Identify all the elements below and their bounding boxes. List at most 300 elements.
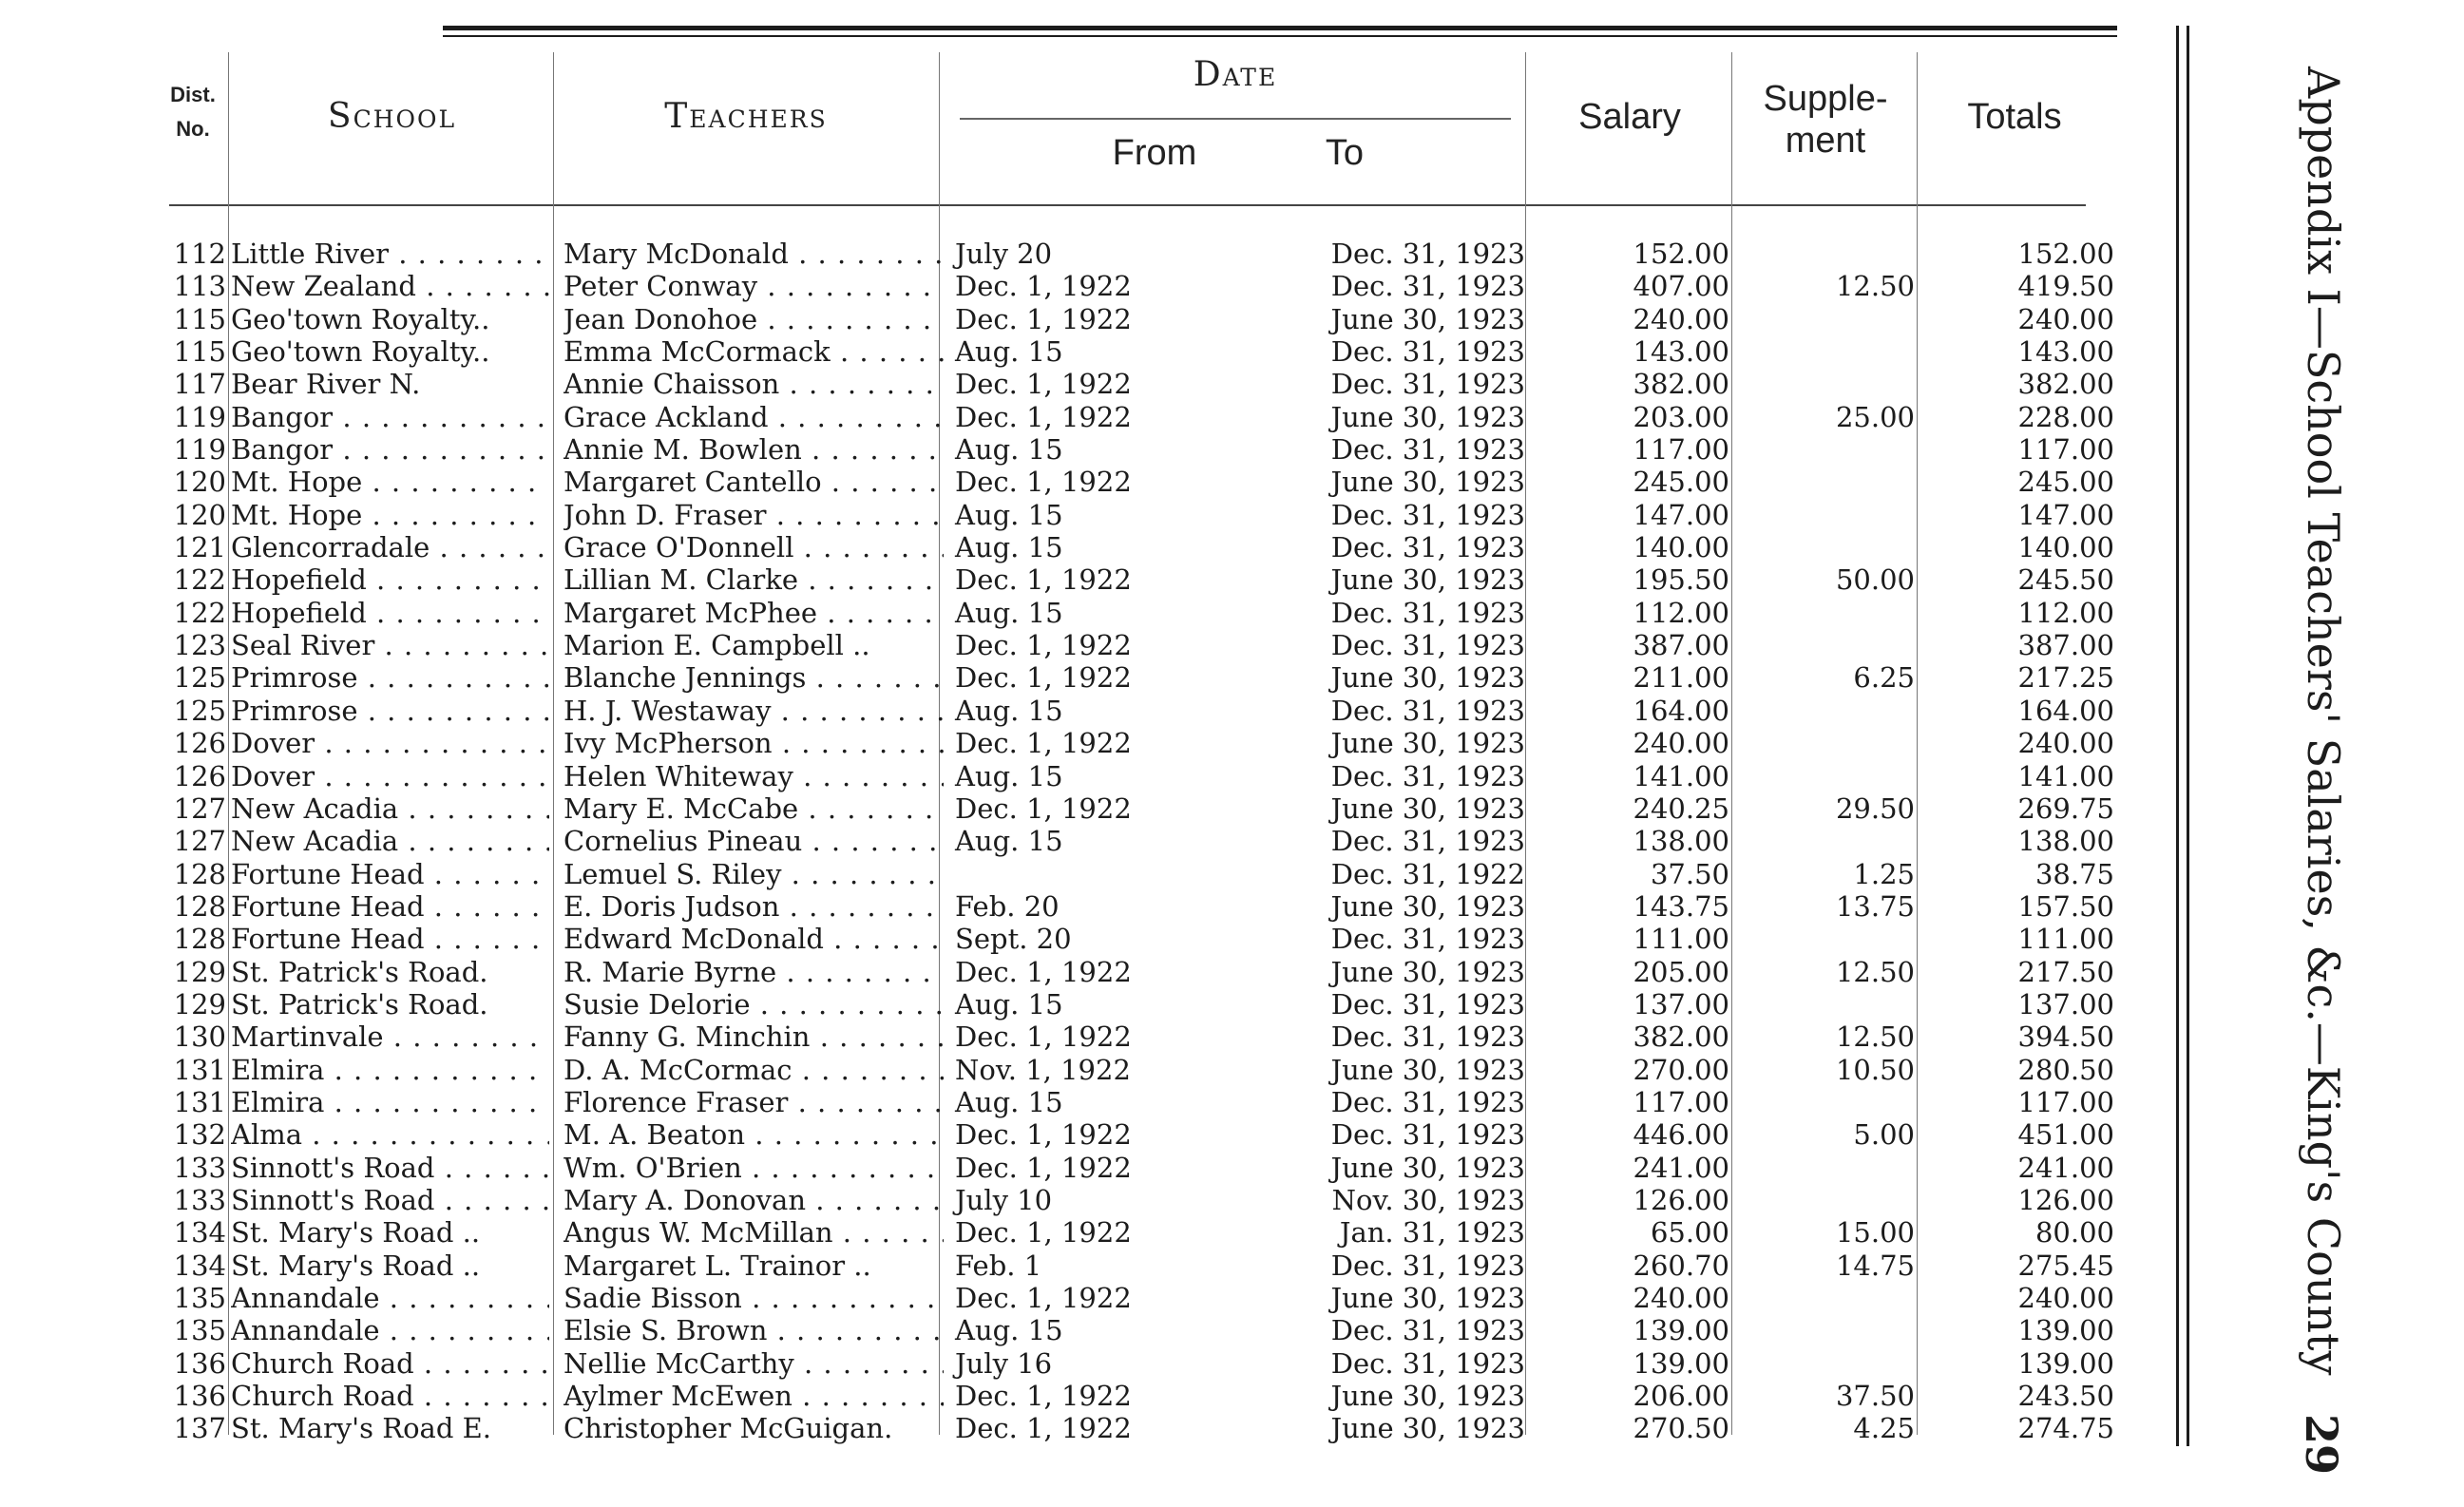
teacher-cell: Annie Chaisson . . .: [563, 368, 944, 400]
school-cell: Church Road . . .: [231, 1347, 549, 1380]
date-from-cell: Aug. 15: [955, 1085, 1063, 1118]
total-cell: 217.25: [2017, 661, 2114, 695]
supplement-cell: 4.25: [1853, 1412, 1915, 1445]
date-to-cell: Dec. 31, 1923: [1330, 759, 1525, 792]
teacher-cell: Aylmer McEwen . . .: [563, 1380, 944, 1412]
salary-cell: 112.00: [1633, 596, 1729, 629]
total-cell: 269.75: [2017, 792, 2114, 825]
date-subheader-rule: [960, 118, 1511, 120]
teacher-cell: Peter Conway . . .: [563, 270, 944, 302]
teacher-cell: Sadie Bisson . . .: [563, 1282, 944, 1314]
teacher-cell: Mary A. Donovan . . .: [563, 1184, 944, 1216]
school-cell: Elmira . . .: [231, 1086, 549, 1118]
total-cell: 139.00: [2017, 1346, 2114, 1380]
header-date: Date: [1193, 55, 1278, 94]
school-cell: Mt. Hope . . .: [231, 466, 549, 498]
teacher-cell: Mary McDonald . . .: [563, 238, 944, 270]
dist-cell: 120: [173, 498, 226, 531]
dist-cell: 119: [173, 433, 226, 467]
table-row: [0, 531, 2186, 563]
date-to-cell: June 30, 1923: [1330, 563, 1525, 597]
dist-cell: 127: [173, 792, 226, 825]
date-to-cell: Dec. 31, 1923: [1330, 1314, 1525, 1347]
teacher-cell: Angus W. McMillan . . .: [563, 1216, 944, 1249]
salary-cell: 111.00: [1633, 923, 1729, 956]
table-row: [0, 923, 2186, 955]
salary-cell: 446.00: [1633, 1118, 1729, 1152]
dist-cell: 119: [173, 400, 226, 433]
dist-cell: 134: [173, 1216, 226, 1249]
total-cell: 280.50: [2017, 1053, 2114, 1086]
total-cell: 152.00: [2017, 238, 2114, 270]
salary-cell: 143.75: [1633, 889, 1729, 923]
school-cell: Fortune Head . . .: [231, 858, 549, 890]
date-from-cell: Aug. 15: [955, 825, 1063, 858]
table-row: [0, 1380, 2186, 1412]
date-from-cell: Dec. 1, 1922: [955, 466, 1132, 499]
salary-cell: 240.00: [1633, 302, 1729, 335]
date-to-cell: Dec. 31, 1923: [1330, 825, 1525, 858]
salary-cell: 137.00: [1633, 987, 1729, 1021]
school-cell: Sinnott's Road . . .: [231, 1152, 549, 1184]
date-from-cell: Feb. 20: [955, 889, 1060, 923]
salary-cell: 382.00: [1633, 1021, 1729, 1054]
school-cell: St. Mary's Road ..: [231, 1216, 481, 1249]
school-cell: Church Road . . .: [231, 1380, 549, 1412]
dist-cell: 136: [173, 1380, 226, 1413]
school-cell: Alma . . .: [231, 1118, 549, 1151]
date-to-cell: Dec. 31, 1923: [1330, 433, 1525, 467]
date-to-cell: Dec. 31, 1923: [1330, 1085, 1525, 1118]
table-row: [0, 1314, 2186, 1346]
table-row: [0, 1282, 2186, 1314]
school-cell: Dover . . .: [231, 727, 549, 759]
total-cell: 419.50: [2017, 270, 2114, 303]
total-cell: 275.45: [2017, 1249, 2114, 1282]
school-cell: Seal River . . .: [231, 629, 549, 661]
school-cell: Primrose . . .: [231, 695, 549, 727]
table-row: [0, 335, 2186, 368]
school-cell: St. Mary's Road E.: [231, 1412, 492, 1445]
table-row: [0, 1184, 2186, 1216]
teacher-cell: Christopher McGuigan.: [563, 1412, 893, 1445]
header-to: To: [1325, 133, 1365, 173]
total-cell: 240.00: [2017, 727, 2114, 760]
date-from-cell: Dec. 1, 1922: [955, 302, 1132, 335]
table-row: [0, 629, 2186, 661]
table-row: [0, 466, 2186, 498]
date-to-cell: Dec. 31, 1923: [1330, 1021, 1525, 1054]
date-from-cell: Dec. 1, 1922: [955, 563, 1132, 597]
table-row: [0, 433, 2186, 466]
teacher-cell: Marion E. Campbell ..: [563, 629, 870, 662]
school-cell: Glencorradale . . .: [231, 531, 549, 563]
total-cell: 240.00: [2017, 1282, 2114, 1314]
salary-cell: 117.00: [1633, 1085, 1729, 1118]
total-cell: 143.00: [2017, 335, 2114, 369]
date-to-cell: June 30, 1923: [1330, 1282, 1525, 1314]
date-from-cell: Dec. 1, 1922: [955, 1151, 1132, 1184]
total-cell: 245.00: [2017, 466, 2114, 499]
school-cell: Annandale . . .: [231, 1282, 549, 1314]
header-bottom-rule: [169, 204, 2086, 206]
teacher-cell: Grace Ackland . . .: [563, 401, 944, 433]
school-cell: Hopefield . . .: [231, 563, 549, 596]
dist-cell: 117: [173, 368, 226, 401]
dist-cell: 128: [173, 923, 226, 956]
dist-cell: 135: [173, 1282, 226, 1314]
date-to-cell: Dec. 31, 1923: [1330, 498, 1525, 531]
header-totals: Totals: [1967, 97, 2062, 137]
date-to-cell: Dec. 31, 1923: [1330, 596, 1525, 629]
table-row: [0, 1216, 2186, 1249]
date-to-cell: June 30, 1923: [1330, 1380, 1525, 1413]
date-to-cell: June 30, 1923: [1330, 302, 1525, 335]
date-to-cell: June 30, 1923: [1330, 466, 1525, 499]
supplement-cell: 10.50: [1835, 1053, 1915, 1086]
date-from-cell: July 20: [955, 238, 1053, 270]
school-cell: Elmira . . .: [231, 1054, 549, 1086]
date-from-cell: Dec. 1, 1922: [955, 661, 1132, 695]
date-from-cell: Aug. 15: [955, 596, 1063, 629]
teacher-cell: Margaret L. Trainor ..: [563, 1249, 871, 1282]
school-cell: Bangor . . .: [231, 433, 549, 466]
date-to-cell: Jan. 31, 1923: [1339, 1216, 1525, 1249]
table-row: [0, 1054, 2186, 1086]
supplement-cell: 6.25: [1853, 661, 1915, 695]
supplement-cell: 12.50: [1835, 955, 1915, 988]
header-supplement: [1734, 78, 1917, 162]
teacher-cell: Jean Donohoe . . .: [563, 303, 944, 335]
salary-cell: 164.00: [1633, 694, 1729, 727]
header-from: From: [1112, 133, 1197, 173]
date-to-cell: June 30, 1923: [1330, 661, 1525, 695]
salary-cell: 65.00: [1650, 1216, 1729, 1249]
school-cell: New Acadia . . .: [231, 792, 549, 825]
date-from-cell: Dec. 1, 1922: [955, 270, 1132, 303]
date-from-cell: Dec. 1, 1922: [955, 1412, 1132, 1445]
salary-cell: 245.00: [1633, 466, 1729, 499]
teacher-cell: Florence Fraser . . .: [563, 1086, 944, 1118]
teacher-cell: D. A. McCormac . . .: [563, 1054, 944, 1086]
salary-cell: 139.00: [1633, 1346, 1729, 1380]
teacher-cell: Blanche Jennings . . .: [563, 661, 944, 694]
date-from-cell: Dec. 1, 1922: [955, 629, 1132, 662]
dist-cell: 121: [173, 531, 226, 564]
date-to-cell: June 30, 1923: [1330, 1412, 1525, 1445]
school-cell: Sinnott's Road . . .: [231, 1184, 549, 1216]
date-to-cell: Nov. 30, 1923: [1331, 1183, 1525, 1216]
total-cell: 117.00: [2017, 1085, 2114, 1118]
date-from-cell: July 16: [955, 1346, 1053, 1380]
header-supplement-line2: ment: [1785, 121, 1866, 161]
total-cell: 394.50: [2017, 1021, 2114, 1054]
teacher-cell: Margaret McPhee . . .: [563, 597, 944, 629]
school-cell: St. Patrick's Road.: [231, 987, 488, 1021]
date-to-cell: Dec. 31, 1923: [1330, 987, 1525, 1021]
supplement-cell: 12.50: [1835, 270, 1915, 303]
school-cell: New Zealand . . .: [231, 270, 549, 302]
school-cell: Annandale . . .: [231, 1314, 549, 1346]
date-to-cell: Dec. 31, 1923: [1330, 629, 1525, 662]
date-to-cell: Dec. 31, 1923: [1330, 531, 1525, 564]
table-row: [0, 1118, 2186, 1151]
total-cell: 111.00: [2017, 923, 2114, 956]
date-from-cell: Aug. 15: [955, 498, 1063, 531]
date-from-cell: Aug. 15: [955, 987, 1063, 1021]
total-cell: 126.00: [2017, 1183, 2114, 1216]
salary-cell: 240.00: [1633, 727, 1729, 760]
school-cell: Geo'town Royalty..: [231, 335, 490, 369]
salary-cell: 139.00: [1633, 1314, 1729, 1347]
dist-cell: 128: [173, 857, 226, 890]
dist-cell: 131: [173, 1085, 226, 1118]
header-supplement-line1: Supple-: [1763, 79, 1888, 119]
date-from-cell: Aug. 15: [955, 335, 1063, 369]
total-cell: 240.00: [2017, 302, 2114, 335]
table-row: [0, 858, 2186, 890]
date-to-cell: Dec. 31, 1923: [1330, 694, 1525, 727]
dist-cell: 137: [173, 1412, 226, 1445]
salary-cell: 241.00: [1633, 1151, 1729, 1184]
total-cell: 141.00: [2017, 759, 2114, 792]
date-from-cell: Dec. 1, 1922: [955, 1021, 1132, 1054]
salary-cell: 240.00: [1633, 1282, 1729, 1314]
dist-cell: 134: [173, 1249, 226, 1282]
dist-cell: 129: [173, 955, 226, 988]
date-to-cell: Dec. 31, 1922: [1330, 857, 1525, 890]
salary-cell: 126.00: [1633, 1183, 1729, 1216]
teacher-cell: E. Doris Judson . . .: [563, 890, 944, 923]
date-to-cell: June 30, 1923: [1330, 889, 1525, 923]
school-cell: Little River . . .: [231, 238, 549, 270]
teacher-cell: M. A. Beaton . . .: [563, 1118, 944, 1151]
total-cell: 137.00: [2017, 987, 2114, 1021]
salary-cell: 211.00: [1633, 661, 1729, 695]
dist-cell: 129: [173, 987, 226, 1021]
salary-cell: 143.00: [1633, 335, 1729, 369]
salary-cell: 147.00: [1633, 498, 1729, 531]
table-row: [0, 727, 2186, 759]
date-from-cell: Aug. 15: [955, 759, 1063, 792]
school-cell: St. Patrick's Road.: [231, 955, 488, 988]
supplement-cell: 15.00: [1835, 1216, 1915, 1249]
total-cell: 274.75: [2017, 1412, 2114, 1445]
total-cell: 139.00: [2017, 1314, 2114, 1347]
top-rule-thick: [443, 26, 2117, 30]
salary-cell: 206.00: [1633, 1380, 1729, 1413]
salary-cell: 203.00: [1633, 400, 1729, 433]
teacher-cell: Lillian M. Clarke . . .: [563, 563, 944, 596]
teacher-cell: H. J. Westaway . . .: [563, 695, 944, 727]
table-row: [0, 368, 2186, 400]
school-cell: Geo'town Royalty..: [231, 302, 490, 335]
teacher-cell: Ivy McPherson . . .: [563, 727, 944, 759]
teacher-cell: Cornelius Pineau . . .: [563, 825, 944, 857]
date-from-cell: Feb. 1: [955, 1249, 1042, 1282]
total-cell: 80.00: [2034, 1216, 2114, 1249]
date-from-cell: Aug. 15: [955, 1314, 1063, 1347]
date-from-cell: July 10: [955, 1183, 1053, 1216]
school-cell: St. Mary's Road ..: [231, 1249, 481, 1282]
school-cell: Bangor . . .: [231, 401, 549, 433]
teacher-cell: Lemuel S. Riley . . .: [563, 858, 944, 890]
teacher-cell: Emma McCormack . . .: [563, 335, 944, 368]
date-to-cell: Dec. 31, 1923: [1330, 238, 1525, 270]
supplement-cell: 12.50: [1835, 1021, 1915, 1054]
dist-cell: 120: [173, 466, 226, 499]
table-row: [0, 303, 2186, 335]
salary-cell: 270.00: [1633, 1053, 1729, 1086]
header-teachers: Teachers: [664, 97, 828, 136]
side-title: Appendix I—School Teachers' Salaries, &c.—King's County: [2298, 67, 2349, 1376]
school-cell: Bear River N.: [231, 368, 421, 401]
dist-cell: 130: [173, 1021, 226, 1054]
total-cell: 387.00: [2017, 629, 2114, 662]
salary-cell: 205.00: [1633, 955, 1729, 988]
date-from-cell: Dec. 1, 1922: [955, 1282, 1132, 1314]
total-cell: 112.00: [2017, 596, 2114, 629]
dist-cell: 133: [173, 1183, 226, 1216]
total-cell: 382.00: [2017, 368, 2114, 401]
teacher-cell: Susie Delorie . . .: [563, 988, 944, 1021]
dist-cell: 135: [173, 1314, 226, 1347]
date-to-cell: June 30, 1923: [1330, 1151, 1525, 1184]
table-row: [0, 825, 2186, 857]
school-cell: Mt. Hope . . .: [231, 499, 549, 531]
salary-cell: 382.00: [1633, 368, 1729, 401]
table-row: [0, 238, 2186, 270]
teacher-cell: R. Marie Byrne . . .: [563, 956, 944, 988]
date-from-cell: Dec. 1, 1922: [955, 955, 1132, 988]
date-from-cell: Nov. 1, 1922: [955, 1053, 1131, 1086]
dist-cell: 123: [173, 629, 226, 662]
date-from-cell: Aug. 15: [955, 433, 1063, 467]
supplement-cell: 1.25: [1853, 857, 1915, 890]
salary-cell: 270.50: [1633, 1412, 1729, 1445]
salary-cell: 260.70: [1633, 1249, 1729, 1282]
table-row: [0, 988, 2186, 1021]
table-row: [0, 890, 2186, 923]
date-from-cell: Sept. 20: [955, 923, 1072, 956]
date-to-cell: Dec. 31, 1923: [1330, 368, 1525, 401]
salary-cell: 117.00: [1633, 433, 1729, 467]
salary-cell: 140.00: [1633, 531, 1729, 564]
table-row: [0, 1347, 2186, 1380]
date-to-cell: Dec. 31, 1923: [1330, 335, 1525, 369]
header-dist: [160, 78, 226, 146]
date-from-cell: Dec. 1, 1922: [955, 1216, 1132, 1249]
table-row: [0, 1021, 2186, 1053]
header-dist-line1: Dist.: [170, 83, 216, 106]
school-cell: New Acadia . . .: [231, 825, 549, 857]
date-to-cell: June 30, 1923: [1330, 1053, 1525, 1086]
total-cell: 157.50: [2017, 889, 2114, 923]
date-from-cell: Aug. 15: [955, 694, 1063, 727]
table-row: [0, 597, 2186, 629]
dist-cell: 112: [173, 238, 226, 270]
dist-cell: 115: [173, 335, 226, 369]
school-cell: Hopefield . . .: [231, 597, 549, 629]
header-dist-line2: No.: [176, 117, 210, 141]
salary-cell: 37.50: [1650, 857, 1729, 890]
date-from-cell: Dec. 1, 1922: [955, 727, 1132, 760]
table-row: [0, 499, 2186, 531]
table-row: [0, 1152, 2186, 1184]
date-from-cell: Aug. 15: [955, 531, 1063, 564]
date-from-cell: Dec. 1, 1922: [955, 1118, 1132, 1152]
salary-cell: 152.00: [1633, 238, 1729, 270]
supplement-cell: 50.00: [1835, 563, 1915, 597]
table-row: [0, 661, 2186, 694]
dist-cell: 126: [173, 759, 226, 792]
total-cell: 117.00: [2017, 433, 2114, 467]
teacher-cell: Margaret Cantello . . .: [563, 466, 944, 498]
dist-cell: 122: [173, 563, 226, 597]
supplement-cell: 14.75: [1835, 1249, 1915, 1282]
school-cell: Martinvale . . .: [231, 1021, 549, 1053]
top-rule-thin: [443, 35, 2117, 37]
salary-cell: 387.00: [1633, 629, 1729, 662]
header-salary: Salary: [1578, 97, 1681, 137]
date-from-cell: Dec. 1, 1922: [955, 1380, 1132, 1413]
supplement-cell: 5.00: [1853, 1118, 1915, 1152]
dist-cell: 131: [173, 1053, 226, 1086]
total-cell: 38.75: [2034, 857, 2114, 890]
total-cell: 164.00: [2017, 694, 2114, 727]
salary-cell: 141.00: [1633, 759, 1729, 792]
supplement-cell: 13.75: [1835, 889, 1915, 923]
table-row: [0, 401, 2186, 433]
school-cell: Fortune Head . . .: [231, 890, 549, 923]
dist-cell: 125: [173, 661, 226, 695]
salary-cell: 407.00: [1633, 270, 1729, 303]
total-cell: 451.00: [2017, 1118, 2114, 1152]
date-to-cell: Dec. 31, 1923: [1330, 923, 1525, 956]
salary-cell: 195.50: [1633, 563, 1729, 597]
dist-cell: 136: [173, 1346, 226, 1380]
dist-cell: 128: [173, 889, 226, 923]
salary-cell: 240.25: [1633, 792, 1729, 825]
teacher-cell: Nellie McCarthy . . .: [563, 1347, 944, 1380]
date-to-cell: Dec. 31, 1923: [1330, 1249, 1525, 1282]
teacher-cell: Annie M. Bowlen . . .: [563, 433, 944, 466]
table-row: [0, 1412, 2186, 1444]
total-cell: 243.50: [2017, 1380, 2114, 1413]
date-to-cell: June 30, 1923: [1330, 955, 1525, 988]
table-row: [0, 270, 2186, 302]
total-cell: 217.50: [2017, 955, 2114, 988]
total-cell: 241.00: [2017, 1151, 2114, 1184]
date-to-cell: June 30, 1923: [1330, 792, 1525, 825]
teacher-cell: Elsie S. Brown . . .: [563, 1314, 944, 1346]
dist-cell: 122: [173, 596, 226, 629]
teacher-cell: Edward McDonald . . .: [563, 923, 944, 955]
school-cell: Dover . . .: [231, 760, 549, 792]
right-rule-right: [2187, 26, 2189, 1446]
date-to-cell: June 30, 1923: [1330, 400, 1525, 433]
header-school: School: [327, 97, 457, 136]
total-cell: 138.00: [2017, 825, 2114, 858]
table-row: [0, 760, 2186, 792]
table-row: [0, 1249, 2186, 1282]
supplement-cell: 37.50: [1835, 1380, 1915, 1413]
page-number: 29: [2296, 1414, 2347, 1476]
date-to-cell: June 30, 1923: [1330, 727, 1525, 760]
date-from-cell: Dec. 1, 1922: [955, 400, 1132, 433]
dist-cell: 113: [173, 270, 226, 303]
teacher-cell: Mary E. McCabe . . .: [563, 792, 944, 825]
